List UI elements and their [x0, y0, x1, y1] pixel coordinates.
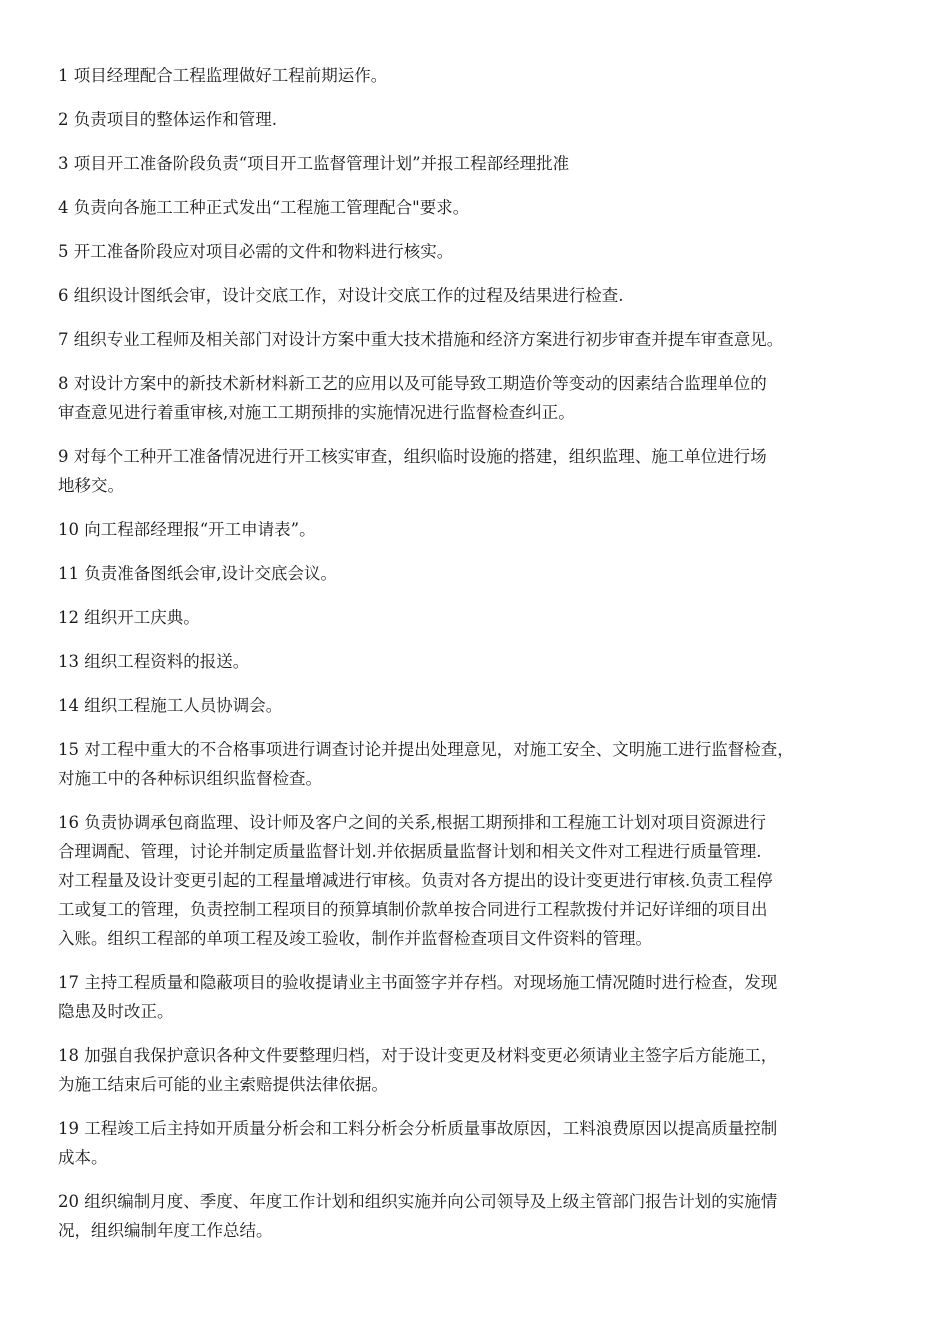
duty-item [58, 808, 900, 953]
duty-item [58, 968, 900, 1026]
duty-item [58, 149, 900, 178]
duty-item-line: 地移交。 [58, 476, 124, 495]
duty-item-line: 合理调配、管理，讨论并制定质量监督计划.并依据质量监督计划和相关文件对工程进行质量管理. [58, 842, 762, 861]
duty-item [58, 193, 900, 222]
duty-item [58, 1187, 900, 1245]
duty-item-line: 2 负责项目的整体运作和管理. [58, 110, 277, 129]
duty-item [58, 559, 900, 588]
duty-item [58, 691, 900, 720]
duty-item-line: 7 组织专业工程师及相关部门对设计方案中重大技术措施和经济方案进行初步审查并提车审查意见。 [58, 330, 784, 349]
duty-item-line: 14 组织工程施工人员协调会。 [58, 696, 283, 715]
duty-item-line: 对施工中的各种标识组织监督检查。 [58, 769, 322, 788]
duty-item-line: 8 对设计方案中的新技术新材料新工艺的应用以及可能导致工期造价等变动的因素结合监理单位的 [58, 374, 767, 393]
duty-item-line: 入账。组织工程部的单项工程及竣工验收，制作并监督检查项目文件资料的管理。 [58, 929, 652, 948]
duty-item-line: 11 负责准备图纸会审,设计交底会议。 [58, 564, 337, 583]
duty-item-line: 20 组织编制月度、季度、年度工作计划和组织实施并向公司领导及上级主管部门报告计划的实施情 [58, 1192, 778, 1211]
duty-item [58, 237, 900, 266]
duty-item-line: 为施工结束后可能的业主索赔提供法律依据。 [58, 1075, 388, 1094]
duty-item-line: 15 对工程中重大的不合格事项进行调查讨论并提出处理意见，对施工安全、文明施工进行监督检查， [58, 740, 794, 759]
duty-item-line: 成本。 [58, 1148, 108, 1167]
duty-item-line: 13 组织工程资料的报送。 [58, 652, 250, 671]
duty-item-line: 9 对每个工种开工准备情况进行开工核实审查，组织临时设施的搭建，组织监理、施工单位进行场 [58, 447, 767, 466]
duty-item [58, 369, 900, 427]
document-body [58, 61, 900, 1260]
duty-item-line: 审查意见进行着重审核,对施工工期预排的实施情况进行监督检查纠正。 [58, 403, 575, 422]
duty-item [58, 515, 900, 544]
duty-item-line: 工或复工的管理，负责控制工程项目的预算填制价款单按合同进行工程款拨付并记好详细的项目出 [58, 900, 768, 919]
duty-item-line: 3 项目开工准备阶段负责“项目开工监督管理计划”并报工程部经理批准 [58, 154, 570, 173]
duty-item-line: 18 加强自我保护意识各种文件要整理归档，对于设计变更及材料变更必须请业主签字后方能施工， [58, 1046, 778, 1065]
duty-item-line: 对工程量及设计变更引起的工程量增减进行审核。负责对各方提出的设计变更进行审核.负责工程停 [58, 871, 773, 890]
duty-item [58, 1041, 900, 1099]
duty-item [58, 325, 900, 354]
duty-item [58, 1114, 900, 1172]
duty-item-line: 况，组织编制年度工作总结。 [58, 1221, 273, 1240]
duty-item [58, 735, 900, 793]
duty-item-line: 1 项目经理配合工程监理做好工程前期运作。 [58, 66, 388, 85]
duty-item-line: 12 组织开工庆典。 [58, 608, 200, 627]
duty-item [58, 105, 900, 134]
duty-item-line: 4 负责向各施工工种正式发出“工程施工管理配合"要求。 [58, 198, 470, 217]
duty-item [58, 603, 900, 632]
duty-item-line: 10 向工程部经理报“开工申请表”。 [58, 520, 316, 539]
duty-item-line: 16 负责协调承包商监理、设计师及客户之间的关系,根据工期预排和工程施工计划对项目资源进行 [58, 813, 766, 832]
duty-item [58, 442, 900, 500]
duty-item-line: 17 主持工程质量和隐蔽项目的验收提请业主书面签字并存档。对现场施工情况随时进行检查，发现 [58, 973, 778, 992]
duty-item-line: 隐患及时改正。 [58, 1002, 174, 1021]
duty-item-line: 19 工程竣工后主持如开质量分析会和工料分析会分析质量事故原因，工料浪费原因以提高质量控制 [58, 1119, 778, 1138]
duty-item [58, 61, 900, 90]
duty-item [58, 647, 900, 676]
duty-item-line: 5 开工准备阶段应对项目必需的文件和物料进行核实。 [58, 242, 454, 261]
duty-item-line: 6 组织设计图纸会审，设计交底工作，对设计交底工作的过程及结果进行检查. [58, 286, 624, 305]
duty-item [58, 281, 900, 310]
